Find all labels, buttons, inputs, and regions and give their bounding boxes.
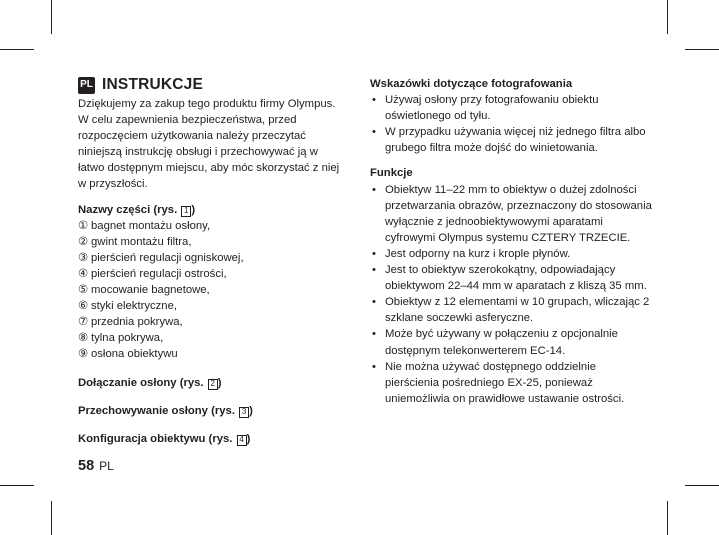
list-item: • Obiektyw 11–22 mm to obiektyw o dużej zdolności przetwarzania obrazów, przeznaczony do stosowania wyłącznie z jednoobiektywowymi aparatami cyfrowymi Olympus systemu CZTERY TRZECIE.: [372, 183, 652, 244]
list-item: ⑥ styki elektryczne,: [78, 300, 178, 313]
list-item: • W przypadku używania więcej niż jednego filtra albo grubego filtra może dojść do winietowania.: [372, 126, 646, 155]
list-item: • Jest to obiektyw szerokokątny, odpowiadający obiektywom 22–44 mm w aparatach z kliszą 35 mm.: [372, 264, 647, 293]
crop-mark: [667, 0, 668, 34]
photo-tips-list: [370, 92, 652, 156]
list-item: ④ pierścień regulacji ostrości,: [78, 267, 227, 280]
list-item: ⑤ mocowanie bagnetowe,: [78, 284, 210, 297]
crop-mark: [51, 501, 52, 535]
list-item: • Używaj osłony przy fotografowaniu obiektu oświetlonego od tyłu.: [372, 94, 599, 123]
page-footer: [78, 458, 114, 474]
functions-heading: Funkcje: [370, 167, 413, 180]
left-column: [78, 76, 340, 447]
figure-ref: 2: [208, 379, 218, 390]
footer-language: PL: [99, 459, 114, 473]
parts-heading: Nazwy części (rys. 1 ): [78, 203, 196, 216]
crop-mark: [685, 49, 719, 50]
list-item: • Jest odporny na kurz i krople płynów.: [372, 247, 571, 260]
right-column: [370, 76, 652, 416]
page-title: INSTRUKCJE: [102, 76, 204, 94]
crop-mark: [51, 0, 52, 34]
list-item: ① bagnet montażu osłony,: [78, 219, 211, 232]
store-hood-heading: Przechowywanie osłony (rys. 3 ): [78, 404, 253, 417]
photo-tips-heading: Wskazówki dotyczące fotografowania: [370, 78, 573, 90]
list-item: ⑦ przednia pokrywa,: [78, 316, 183, 329]
list-item: ⑨ osłona obiektywu: [78, 348, 178, 361]
list-item: • Obiektyw z 12 elementami w 10 grupach, wliczając 2 szklane soczewki asferyczne.: [372, 296, 650, 325]
functions-list: [370, 182, 652, 407]
intro-paragraph: Dziękujemy za zakup tego produktu firmy Olympus. W celu zapewnienia bezpieczeństwa, przed rozpoczęciem użytkowania należy przeczytać niniejszą instrukcję obsługi i przechowywać ją w łatwo dostępnym miejscu, aby móc skorzystać z niej w przyszłości.: [78, 98, 340, 191]
list-item: ⑧ tylna pokrywa,: [78, 332, 164, 345]
crop-mark: [667, 501, 668, 535]
list-item: ③ pierścień regulacji ogniskowej,: [78, 251, 244, 264]
page-number: 58: [78, 458, 95, 474]
figure-ref: 4: [237, 435, 247, 446]
figure-ref: 3: [239, 407, 249, 418]
crop-mark: [0, 485, 34, 486]
title-row: [78, 76, 340, 95]
crop-mark: [685, 485, 719, 486]
lens-config-heading: Konfiguracja obiektywu (rys. 4 ): [78, 432, 251, 445]
attach-hood-heading: Dołączanie osłony (rys. 2 ): [78, 376, 222, 389]
list-item: ② gwint montażu filtra,: [78, 235, 192, 248]
crop-mark: [0, 49, 34, 50]
list-item: • Nie można używać dostępnego oddzielnie pierścienia pośredniego EX-25, ponieważ uniemożliwia on prawidłowe ustawanie ostrości.: [372, 360, 625, 405]
figure-ref: 1: [181, 206, 191, 217]
language-badge: PL: [78, 77, 95, 94]
parts-list: [78, 218, 340, 363]
list-item: • Może być używany w połączeniu z opcjonalnie dostępnym telekonwerterem EC-14.: [372, 328, 618, 357]
